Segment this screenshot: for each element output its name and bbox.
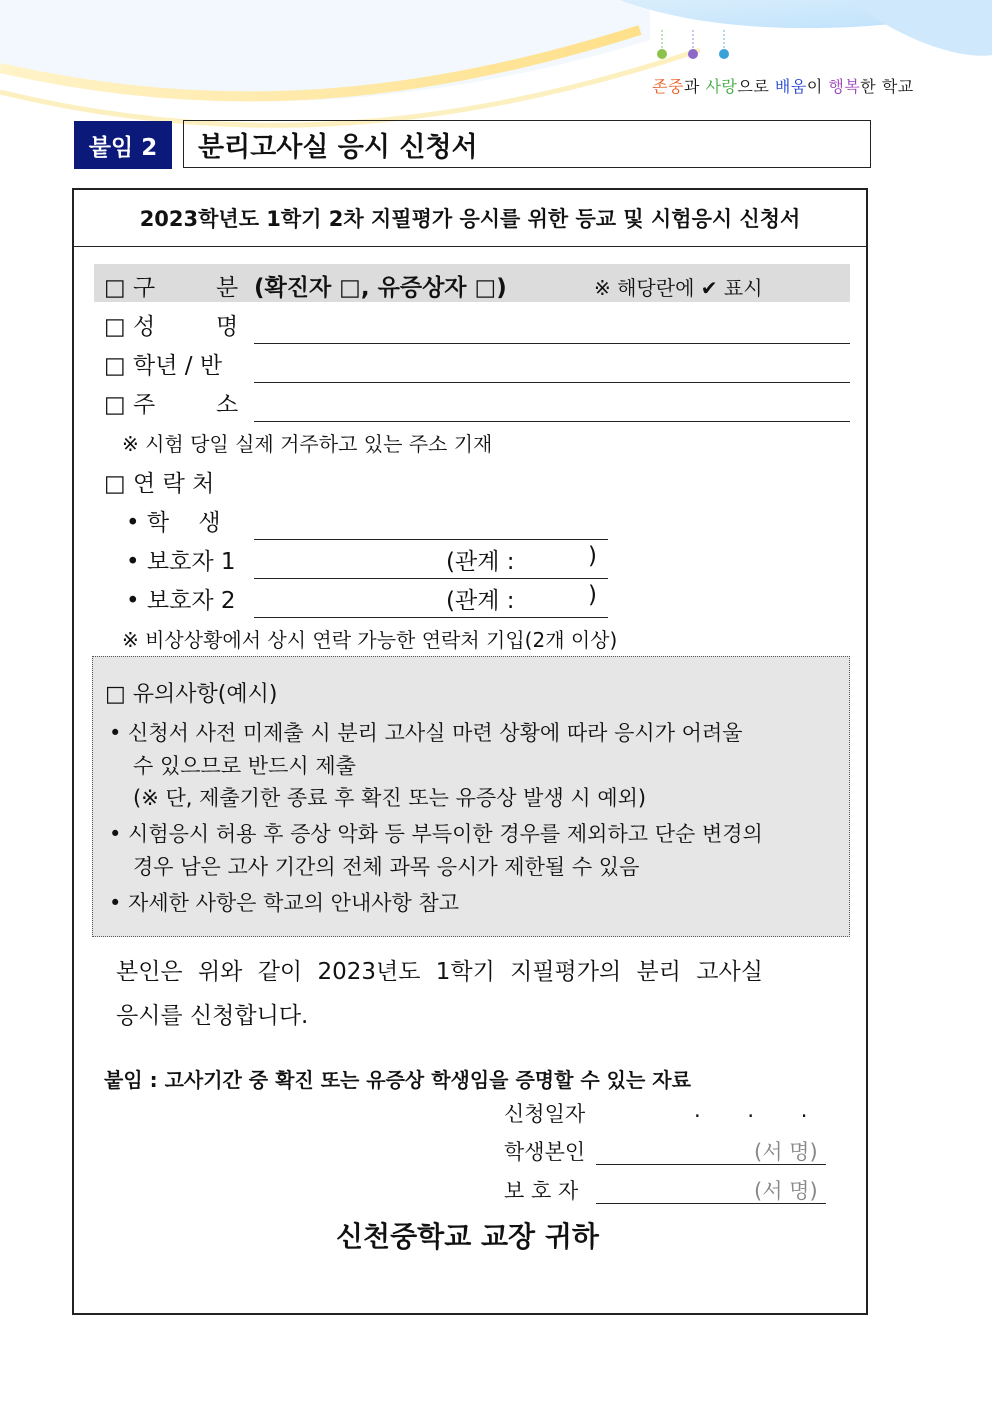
contact-label: □ 연 락 처: [104, 471, 215, 497]
notice-title: □ 유의사항(예시): [105, 682, 278, 707]
notice-item-2-line-1: • 시험응시 허용 후 증상 악화 등 부득이한 경우를 제외하고 단순 변경의: [109, 822, 763, 846]
application-date-label: 신청일자: [504, 1102, 586, 1126]
guardian2-input-line[interactable]: [254, 617, 608, 618]
guardian1-relation-close: ): [588, 543, 597, 569]
notice-box: [92, 656, 850, 937]
student-sign-placeholder: (서 명): [754, 1140, 818, 1164]
grade-class-label: □ 학년 / 반: [104, 353, 223, 379]
address-note: ※ 시험 당일 실제 거주하고 있는 주소 기재: [122, 432, 493, 456]
guardian-sign-label: 보 호 자: [504, 1179, 579, 1203]
name-label-a: □ 성: [104, 314, 156, 340]
address-label-b: 소: [216, 392, 239, 418]
notice-item-1-line-1: • 신청서 사전 미제출 시 분리 고사실 마련 상황에 따라 응시가 어려울: [109, 721, 743, 745]
guardian2-relation-close: ): [588, 582, 597, 608]
student-sign-label: 학생본인: [504, 1140, 586, 1164]
guardian1-label: • 보호자 1: [126, 549, 236, 575]
notice-item-1-line-2: 수 있으므로 반드시 제출: [133, 754, 356, 778]
attachment-note: 붙임 : 고사기간 중 확진 또는 유증상 학생임을 증명할 수 있는 자료: [104, 1068, 691, 1092]
category-label-b: 분: [216, 275, 239, 301]
grade-class-input-line[interactable]: [254, 382, 850, 383]
declaration-line-2: 응시를 신청합니다.: [116, 1003, 309, 1029]
application-date-field[interactable]: . . .: [694, 1098, 808, 1122]
guardian1-input-line[interactable]: [254, 578, 608, 579]
declaration-line-1: 본인은 위와 같이 2023년도 1학기 지필평가의 분리 고사실: [116, 959, 763, 985]
address-label-a: □ 주: [104, 392, 156, 418]
addressee-principal: 신천중학교 교장 귀하: [336, 1220, 599, 1253]
category-options[interactable]: (확진자 □, 유증상자 □): [254, 275, 507, 301]
application-form: [72, 188, 868, 1315]
attachment-badge: 붙임 2: [74, 121, 172, 169]
name-input-line[interactable]: [254, 343, 850, 344]
notice-item-3: • 자세한 사항은 학교의 안내사항 참고: [109, 891, 460, 915]
page-title: 분리고사실 응시 신청서: [183, 120, 871, 168]
school-motto: 존중과 사랑으로 배움이 행복한 학교: [652, 77, 914, 96]
category-label-a: □ 구: [104, 275, 156, 301]
guardian2-label: • 보호자 2: [126, 588, 236, 614]
guardian1-relation: (관계 :: [446, 549, 515, 575]
check-instruction: ※ 해당란에 ✔ 표시: [594, 276, 763, 300]
student-contact-input-line[interactable]: [254, 539, 608, 540]
guardian2-relation: (관계 :: [446, 588, 515, 614]
contact-note: ※ 비상상황에서 상시 연락 가능한 연락처 기입(2개 이상): [122, 628, 618, 652]
address-input-line[interactable]: [254, 421, 850, 422]
student-contact-label: • 학 생: [126, 510, 221, 536]
ornament-dots-icon: [654, 30, 734, 70]
form-heading: 2023학년도 1학기 2차 지필평가 응시를 위한 등교 및 시험응시 신청서: [74, 190, 866, 247]
name-label-b: 명: [216, 314, 239, 340]
notice-item-1-line-3: (※ 단, 제출기한 종료 후 확진 또는 유증상 발생 시 예외): [133, 786, 647, 810]
guardian-sign-placeholder: (서 명): [754, 1179, 818, 1203]
notice-item-2-line-2: 경우 남은 고사 기간의 전체 과목 응시가 제한될 수 있음: [133, 855, 640, 879]
